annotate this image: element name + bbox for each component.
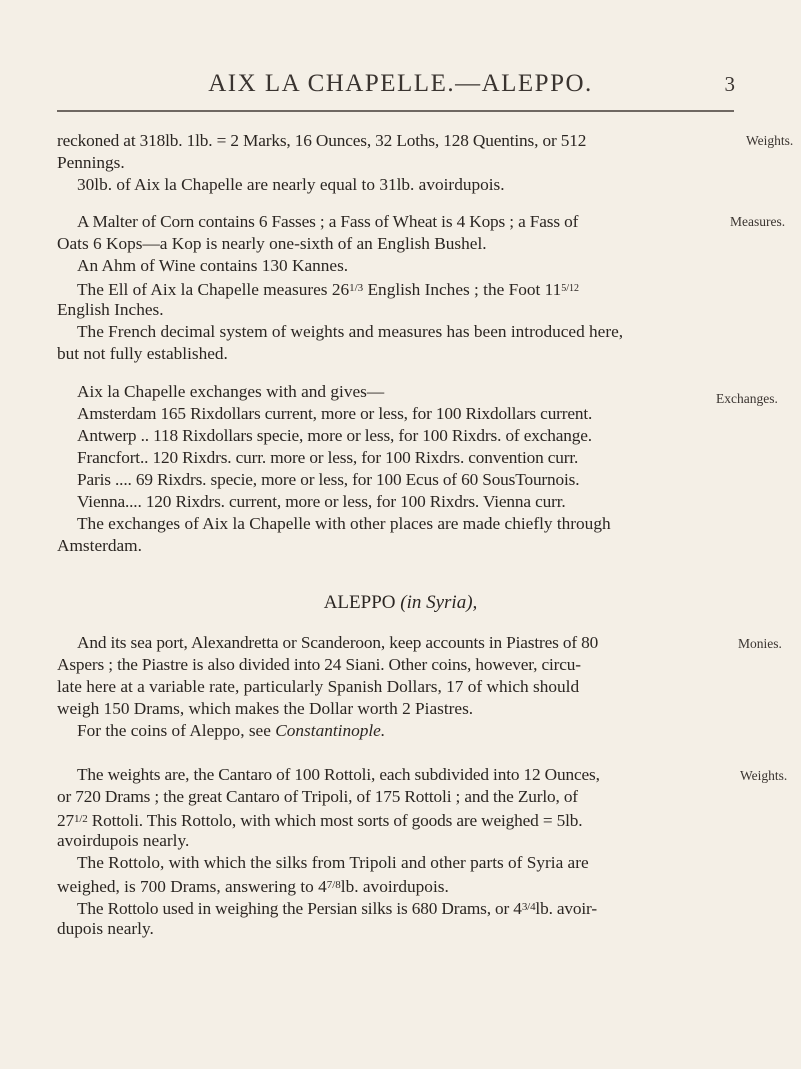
aleppo-monies-line-3: late here at a variable rate, particularly Spanish Dollars, 17 of which should bbox=[57, 677, 580, 696]
silk-weight-text-b: lb. avoirdupois. bbox=[340, 877, 449, 896]
aleppo-monies-line-2: Aspers ; the Piastre is also divided into 24 Siani. Other coins, however, circu- bbox=[57, 655, 581, 674]
aix-weights-line-3: 30lb. of Aix la Chapelle are nearly equal to 31lb. avoirdupois. bbox=[77, 175, 505, 194]
section-heading-aleppo bbox=[0, 592, 801, 614]
aleppo-weights-line-1: The weights are, the Cantaro of 100 Rottoli, each subdivided into 12 Ounces, bbox=[77, 765, 600, 784]
aleppo-weights-line-2: or 720 Drams ; the great Cantaro of Tripoli, of 175 Rottoli ; and the Zurlo, of bbox=[57, 787, 578, 806]
exchange-row-antwerp: Antwerp .. 118 Rixdollars specie, more or less, for 100 Rixdrs. of exchange. bbox=[77, 426, 592, 445]
exchange-row-vienna: Vienna.... 120 Rixdrs. current, more or less, for 100 Rixdrs. Vienna curr. bbox=[77, 492, 566, 511]
header-rule bbox=[57, 110, 734, 112]
silk-weight-text-a: weighed, is 700 Drams, answering to 4 bbox=[57, 877, 327, 896]
exchange-row-francfort: Francfort.. 120 Rixdrs. curr. more or less, for 100 Rixdrs. convention curr. bbox=[77, 448, 579, 467]
aix-measures-line-5: English Inches. bbox=[57, 300, 164, 319]
aix-weights-line-1: reckoned at 318lb. 1lb. = 2 Marks, 16 Ounces, 32 Loths, 128 Quentins, or 512 bbox=[57, 131, 587, 150]
aix-measures-line-2: Oats 6 Kops—a Kop is nearly one-sixth of an English Bushel. bbox=[57, 234, 487, 253]
aleppo-monies-line-5 bbox=[77, 720, 385, 742]
margin-note-weights-aleppo: Weights. bbox=[740, 768, 788, 783]
fraction-seven-eighths: 7/8 bbox=[326, 879, 341, 891]
aleppo-weights-line-7 bbox=[77, 896, 597, 920]
fraction-three-quarters: 3/4 bbox=[521, 901, 536, 913]
page-number: 3 bbox=[724, 72, 735, 96]
aix-measures-line-3: An Ahm of Wine contains 130 Kannes. bbox=[77, 256, 349, 275]
aix-weights-line-2: Pennings. bbox=[57, 153, 125, 172]
zurlo-number: 27 bbox=[57, 811, 74, 830]
aix-exchanges-line-8: Amsterdam. bbox=[57, 536, 142, 555]
exchange-row-amsterdam: Amsterdam 165 Rixdollars current, more or less, for 100 Rixdollars current. bbox=[77, 404, 593, 423]
aleppo-weights-line-8: dupois nearly. bbox=[57, 919, 154, 938]
aix-measures-line-7: but not fully established. bbox=[57, 344, 228, 363]
cross-reference-constantinople: Constantinople. bbox=[275, 721, 386, 740]
exchange-row-paris: Paris .... 69 Rixdrs. specie, more or less, for 100 Ecus of 60 SousTournois. bbox=[77, 470, 580, 489]
aix-measures-line-1: A Malter of Corn contains 6 Fasses ; a Fass of Wheat is 4 Kops ; a Fass of bbox=[77, 212, 579, 231]
measures-text-a: The Ell of Aix la Chapelle measures 26 bbox=[77, 280, 350, 299]
aleppo-weights-line-4: avoirdupois nearly. bbox=[57, 831, 190, 850]
aleppo-weights-line-6 bbox=[57, 874, 449, 898]
margin-note-monies: Monies. bbox=[738, 636, 782, 651]
aleppo-weights-line-3 bbox=[57, 808, 582, 832]
aleppo-weights-line-5: The Rottolo, with which the silks from Tripoli and other parts of Syria are bbox=[77, 853, 589, 872]
persian-silk-text-a: The Rottolo used in weighing the Persian silks is 680 Drams, or 4 bbox=[77, 899, 522, 918]
fraction-five-twelfths: 5/12 bbox=[561, 283, 580, 294]
aix-measures-line-4 bbox=[77, 277, 579, 301]
aix-exchanges-line-7: The exchanges of Aix la Chapelle with other places are made chiefly through bbox=[77, 514, 611, 533]
heading-aleppo-sub: (in Syria), bbox=[400, 592, 478, 613]
aix-measures-line-6: The French decimal system of weights and measures has been introduced here, bbox=[77, 322, 624, 341]
rottolo-text: Rottoli. This Rottolo, with which most sorts of goods are weighed = 5lb. bbox=[87, 811, 583, 830]
aleppo-monies-line-1: And its sea port, Alexandretta or Scanderoon, keep accounts in Piastres of 80 bbox=[77, 633, 599, 652]
aix-exchanges-intro: Aix la Chapelle exchanges with and gives— bbox=[77, 382, 385, 401]
fraction-one-half: 1/2 bbox=[73, 813, 88, 825]
margin-note-exchanges: Exchanges. bbox=[716, 391, 778, 406]
margin-note-weights: Weights. bbox=[746, 133, 794, 148]
aleppo-monies-line-4: weigh 150 Drams, which makes the Dollar worth 2 Piastres. bbox=[57, 699, 474, 718]
measures-text-b: English Inches ; the Foot 11 bbox=[363, 280, 562, 299]
fraction-one-third: 1/3 bbox=[349, 282, 364, 294]
heading-aleppo-name: ALEPPO bbox=[323, 592, 401, 613]
running-header bbox=[0, 70, 801, 100]
see-reference-text: For the coins of Aleppo, see bbox=[77, 721, 276, 740]
margin-note-measures: Measures. bbox=[730, 214, 786, 229]
page-title: AIX LA CHAPELLE.—ALEPPO. bbox=[208, 70, 593, 97]
persian-silk-text-b: lb. avoir- bbox=[535, 899, 597, 918]
